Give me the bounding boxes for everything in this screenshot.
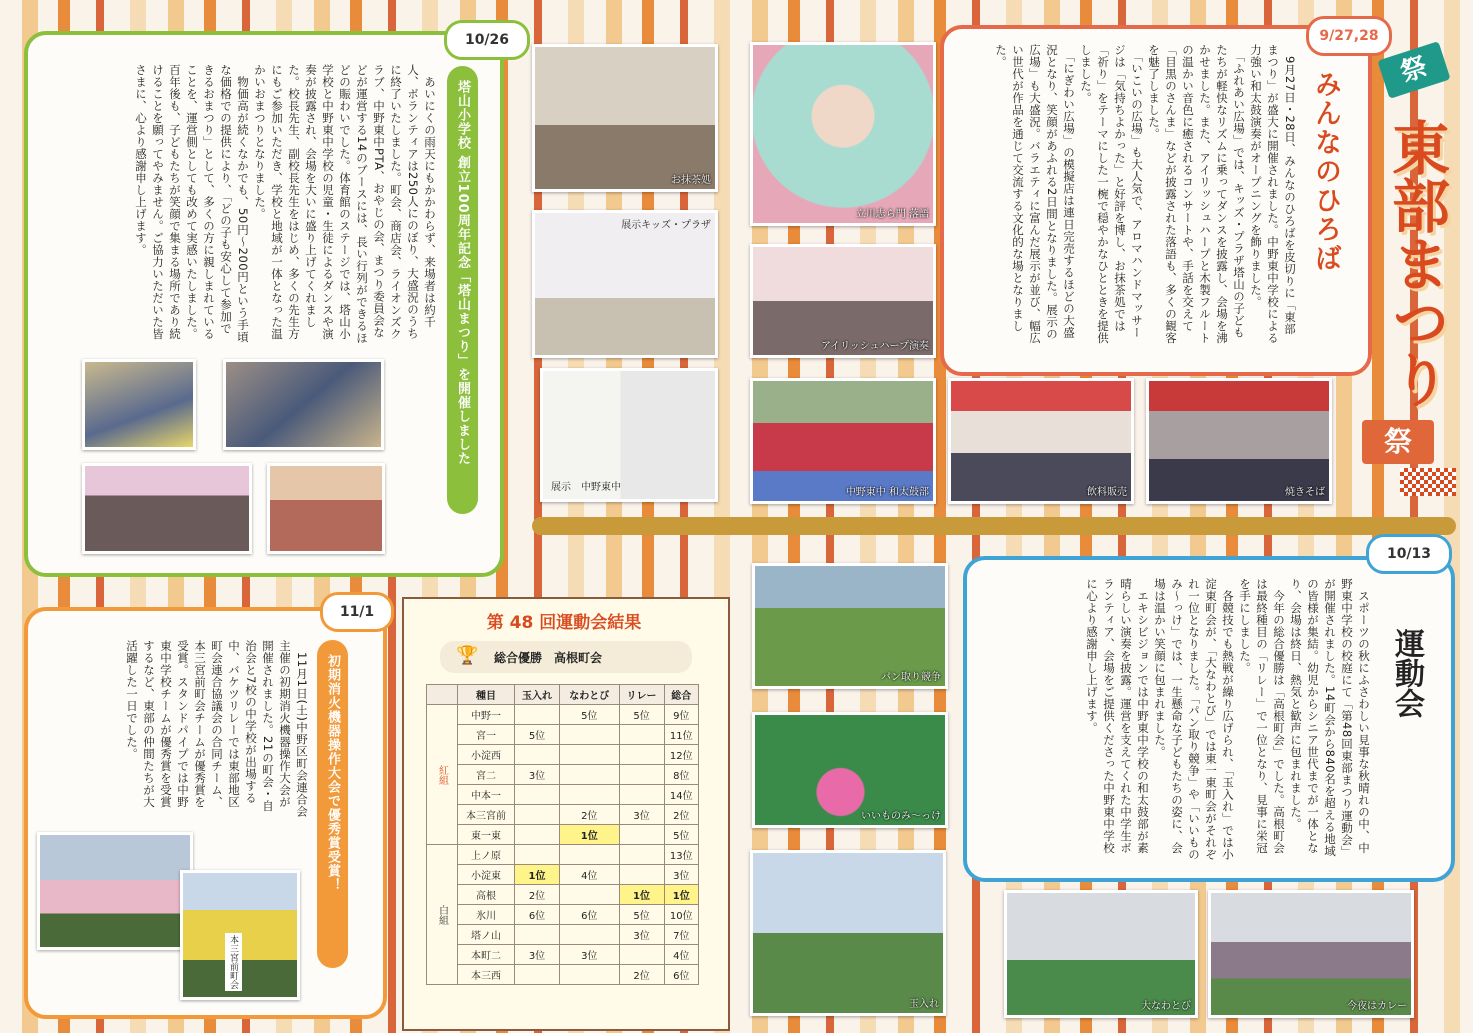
photo-tozan-stage bbox=[267, 463, 385, 554]
undokai-heading: 運動会 bbox=[1389, 628, 1424, 718]
results-row bbox=[427, 965, 699, 985]
photo-tozan-band bbox=[82, 463, 252, 554]
tozan-body: あいにくの雨天にもかかわらず、来場者は約千人、ボランティアは250人にのぼり、大盛況のうちに終了いたしました。町会、商店会、ライオンズクラブ、中野東中PTA、おやじの会、まつり委員会などが運営する14のブースには、長い行列ができるほどの賑わいでした。体育館のステージでは、塔山小学校と中野東中学校の児童・生徒によるダンスや演奏が披露され、会場を大いに盛り上げてくれました。校長先生、副校長先生をはじめ、多くの先生方にもご参加いただき、学校と地域が一体となった温かいおまつりとなりました。 物価高が続くなかでも、50円～200円という手頃な価格での提供により、「どの子も安心して参加できるおまつり」として、多くの方に親しまれていることを、運営側としても改めて実感いたしました。百年後も、子どもたちが笑顔で集まる場所であり続けることを願ってやみません。ご協力いただいた皆さまに、心より感謝申し上げます。 bbox=[134, 64, 437, 344]
caption-yakisoba: 焼きそば bbox=[1285, 487, 1325, 498]
photo-shoka-group2 bbox=[180, 870, 300, 1000]
results-cell bbox=[619, 945, 664, 965]
undokai-body: スポーツの秋にふさわしい見事な秋晴れの中、中野東中学校の校庭にて「第48回東部まつり運動会」が開催されました。14町会から840名を超える地域の皆様が集結。幼児からシニア世代までが一体となり、会場は終日、熱気と歓声に包まれました。 今年の総合優勝は「高根町会」でした。高根町会は最終種目の「リレー」で一位となり、見事に栄冠を手にしました。 各競技でも熱戦が繰り広げられ、「玉入れ」では小淀東町会が、「大なわとび」では東一東町会がそれぞれ一位となりました。「パン取り競争」や「いいものみ～っけ」では、一生懸命な子どもたちの姿に、会場は温かい笑顔に包まれました。 エキシビジョンでは中野東中学校の和太鼓部が素晴らしい演奏を披露。運営を支えてくれた中学生ボランティア、会場をご提供くださった中野東中学校に心より感謝申し上げます。 bbox=[1085, 578, 1371, 861]
results-cell: 1位 bbox=[664, 885, 698, 905]
results-cell: 1位 bbox=[560, 825, 620, 845]
results-cell bbox=[619, 765, 664, 785]
photo-tozan-booth1 bbox=[82, 359, 196, 450]
results-header: 総合 bbox=[664, 685, 698, 705]
results-cell: 3位 bbox=[515, 945, 560, 965]
caption-pan: パン取り競争 bbox=[881, 672, 941, 683]
results-group-label: 白組 bbox=[427, 845, 458, 985]
results-cell: 5位 bbox=[560, 705, 620, 725]
tozan-heading: 塔山小学校 創立100周年記念「塔山まつり」を開催しました bbox=[447, 66, 478, 514]
results-table bbox=[426, 684, 699, 985]
results-team: 小淀西 bbox=[458, 745, 515, 765]
results-cell bbox=[515, 965, 560, 985]
results-cell bbox=[515, 825, 560, 845]
results-cell bbox=[560, 885, 620, 905]
photo-matcha bbox=[532, 44, 718, 192]
results-cell bbox=[515, 805, 560, 825]
photo-tenji bbox=[540, 368, 718, 502]
results-cell: 14位 bbox=[664, 785, 698, 805]
results-cell bbox=[560, 765, 620, 785]
results-winner: 総合優勝 高根町会 bbox=[494, 651, 603, 665]
results-row bbox=[427, 725, 699, 745]
results-team: 本三西 bbox=[458, 965, 515, 985]
results-cell bbox=[619, 865, 664, 885]
caption-rakugo: 立川志ら門 落語 bbox=[855, 209, 929, 220]
results-header: なわとび bbox=[560, 685, 620, 705]
results-cell bbox=[619, 845, 664, 865]
photo-rakugo bbox=[750, 42, 936, 226]
results-cell bbox=[560, 925, 620, 945]
photo-harp bbox=[750, 244, 936, 358]
results-cell: 3位 bbox=[515, 765, 560, 785]
shoka-body: 11月1日(土)中野区町会連合会主催の初期消火機器操作大会が開催されました。21の町会・自治会と7校の中学校が出場する中、バケツリレーでは東部地区町会連合協議会の合同チーム、本三宮前町会チームが優秀賞を受賞。スタンドパイプでは中野東中学校チームが優秀賞を受賞するなど、東部の仲間たちが大活躍した一日でした。 bbox=[125, 640, 309, 818]
results-group-label: 紅組 bbox=[427, 705, 458, 845]
trophy-icon: 🏆 bbox=[456, 645, 479, 666]
results-team: 宮二 bbox=[458, 765, 515, 785]
results-row bbox=[427, 845, 699, 865]
results-cell bbox=[560, 845, 620, 865]
photo-iimono bbox=[752, 712, 948, 828]
caption-taiko: 中野東中 和太鼓部 bbox=[845, 487, 929, 498]
results-team: 本町二 bbox=[458, 945, 515, 965]
results-row bbox=[427, 885, 699, 905]
shoka-date: 11/1 bbox=[320, 592, 394, 632]
results-team: 小淀東 bbox=[458, 865, 515, 885]
divider-bar bbox=[532, 517, 1456, 535]
caption-nawa: 大なわとび bbox=[1141, 1001, 1191, 1012]
results-cell bbox=[619, 745, 664, 765]
results-team: 中野一 bbox=[458, 705, 515, 725]
results-row bbox=[427, 745, 699, 765]
results-team: 宮一 bbox=[458, 725, 515, 745]
results-cell: 1位 bbox=[619, 885, 664, 905]
results-cell: 3位 bbox=[560, 945, 620, 965]
photo-pan bbox=[752, 563, 948, 689]
photo-yakisoba bbox=[1146, 378, 1332, 504]
results-cell: 8位 bbox=[664, 765, 698, 785]
results-cell bbox=[560, 745, 620, 765]
results-cell: 2位 bbox=[664, 805, 698, 825]
results-cell: 2位 bbox=[619, 965, 664, 985]
results-header-row bbox=[427, 685, 699, 705]
results-cell bbox=[515, 925, 560, 945]
photo-taiko bbox=[750, 378, 936, 504]
photo-shoka-group1 bbox=[37, 832, 193, 950]
results-cell bbox=[515, 745, 560, 765]
caption-tamaire: 玉入れ bbox=[909, 999, 939, 1010]
results-row bbox=[427, 865, 699, 885]
results-cell: 5位 bbox=[619, 905, 664, 925]
results-cell: 4位 bbox=[560, 865, 620, 885]
results-row bbox=[427, 705, 699, 725]
results-cell: 5位 bbox=[664, 825, 698, 845]
checker-pattern bbox=[1400, 468, 1456, 496]
stamp-bottom-text: 祭 bbox=[1383, 425, 1412, 458]
results-row bbox=[427, 945, 699, 965]
results-cell: 10位 bbox=[664, 905, 698, 925]
undokai-date: 10/13 bbox=[1366, 534, 1452, 574]
results-team: 高根 bbox=[458, 885, 515, 905]
results-row bbox=[427, 925, 699, 945]
results-row bbox=[427, 825, 699, 845]
caption-harp: アイリッシュハープ演奏 bbox=[821, 341, 929, 352]
photo-inshoku bbox=[948, 378, 1134, 504]
photo-tamaire bbox=[750, 850, 946, 1016]
banner-text: 本三宮前町会 bbox=[225, 933, 242, 991]
results-row bbox=[427, 805, 699, 825]
results-row bbox=[427, 785, 699, 805]
stamp-bottom bbox=[1362, 420, 1434, 464]
results-cell: 11位 bbox=[664, 725, 698, 745]
results-cell: 3位 bbox=[619, 805, 664, 825]
results-cell: 9位 bbox=[664, 705, 698, 725]
results-team: 中本一 bbox=[458, 785, 515, 805]
results-cell: 5位 bbox=[619, 705, 664, 725]
results-winner-box bbox=[440, 641, 692, 673]
caption-inshoku: 飲料販売 bbox=[1087, 487, 1127, 498]
results-cell: 4位 bbox=[664, 945, 698, 965]
results-cell bbox=[560, 965, 620, 985]
results-cell bbox=[515, 845, 560, 865]
results-header: リレー bbox=[619, 685, 664, 705]
results-row bbox=[427, 765, 699, 785]
results-cell bbox=[619, 825, 664, 845]
results-cell bbox=[619, 725, 664, 745]
photo-nawa bbox=[1004, 890, 1198, 1018]
results-team: 塔ノ山 bbox=[458, 925, 515, 945]
results-header: 玉入れ bbox=[515, 685, 560, 705]
minna-date: 9/27,28 bbox=[1306, 16, 1392, 56]
results-cell: 6位 bbox=[664, 965, 698, 985]
stamp-top-text: 祭 bbox=[1396, 51, 1431, 89]
tozan-date: 10/26 bbox=[444, 20, 530, 60]
results-header: 種目 bbox=[458, 685, 515, 705]
results-cell: 3位 bbox=[619, 925, 664, 945]
results-cell: 5位 bbox=[515, 725, 560, 745]
shoka-heading: 初期消火機器操作大会で優秀賞受賞！ bbox=[317, 640, 348, 968]
results-cell bbox=[619, 785, 664, 805]
photo-tozan-booth2 bbox=[223, 359, 384, 450]
minna-heading: みんなのひろば bbox=[1310, 70, 1341, 273]
photo-curry bbox=[1208, 890, 1414, 1018]
results-cell: 6位 bbox=[560, 905, 620, 925]
results-cell: 2位 bbox=[515, 885, 560, 905]
results-cell: 7位 bbox=[664, 925, 698, 945]
results-cell bbox=[515, 705, 560, 725]
results-cell: 2位 bbox=[560, 805, 620, 825]
results-cell bbox=[515, 785, 560, 805]
results-cell: 12位 bbox=[664, 745, 698, 765]
photo-kids bbox=[532, 210, 718, 358]
results-cell: 3位 bbox=[664, 865, 698, 885]
caption-kids: 展示キッズ・プラザ bbox=[621, 220, 711, 231]
caption-iimono: いいものみ～っけ bbox=[861, 811, 941, 822]
caption-curry: 今夜はカレー bbox=[1347, 1001, 1407, 1012]
results-team: 本三宮前 bbox=[458, 805, 515, 825]
page-title: 東部まつり bbox=[1382, 118, 1450, 408]
results-cell: 1位 bbox=[515, 865, 560, 885]
results-row bbox=[427, 905, 699, 925]
results-team: 東一東 bbox=[458, 825, 515, 845]
minna-body: 9月27日・28日、みんなのひろばを皮切りに「東部まつり」が盛大に開催されました。中野東中学校による力強い和太鼓演奏がオープニングを飾りました。 「ふれあい広場」では、キッズ・プラザ塔山の子どもたちが軽快なリズムに乗ってダンスを披露し、会場を沸かせました。また、アイリッシュハープと木製フルートの温かい音色に癒されるコンサートや、手話を交えて「目黒のさんま」などが披露された落語も、多くの観客を魅了しました。 「いこいの広場」も大人気で、アロマハンドマッサージは「気持ちよかった」と好評を博し、お抹茶処では「祈り」をテーマにした一椀で穏やかなひとときを提供しました。 「にぎわい広場」の模擬店は連日完売するほどの大盛況となり、笑顔があふれる2日間となりました。展示の広場」も大盛況。バラエティに富んだ展示が並び、幅広い世代が作品を通じて交流する文化的な場となりました。 bbox=[994, 44, 1297, 344]
results-title: 第 48 回運動会結果 bbox=[486, 613, 642, 633]
caption-matcha: お抹茶処 bbox=[671, 175, 711, 186]
results-cell: 6位 bbox=[515, 905, 560, 925]
caption-tenji: 展示 中野東中 bbox=[551, 482, 621, 493]
results-team: 氷川 bbox=[458, 905, 515, 925]
results-cell bbox=[560, 725, 620, 745]
results-cell bbox=[560, 785, 620, 805]
results-team: 上ノ原 bbox=[458, 845, 515, 865]
results-cell: 13位 bbox=[664, 845, 698, 865]
